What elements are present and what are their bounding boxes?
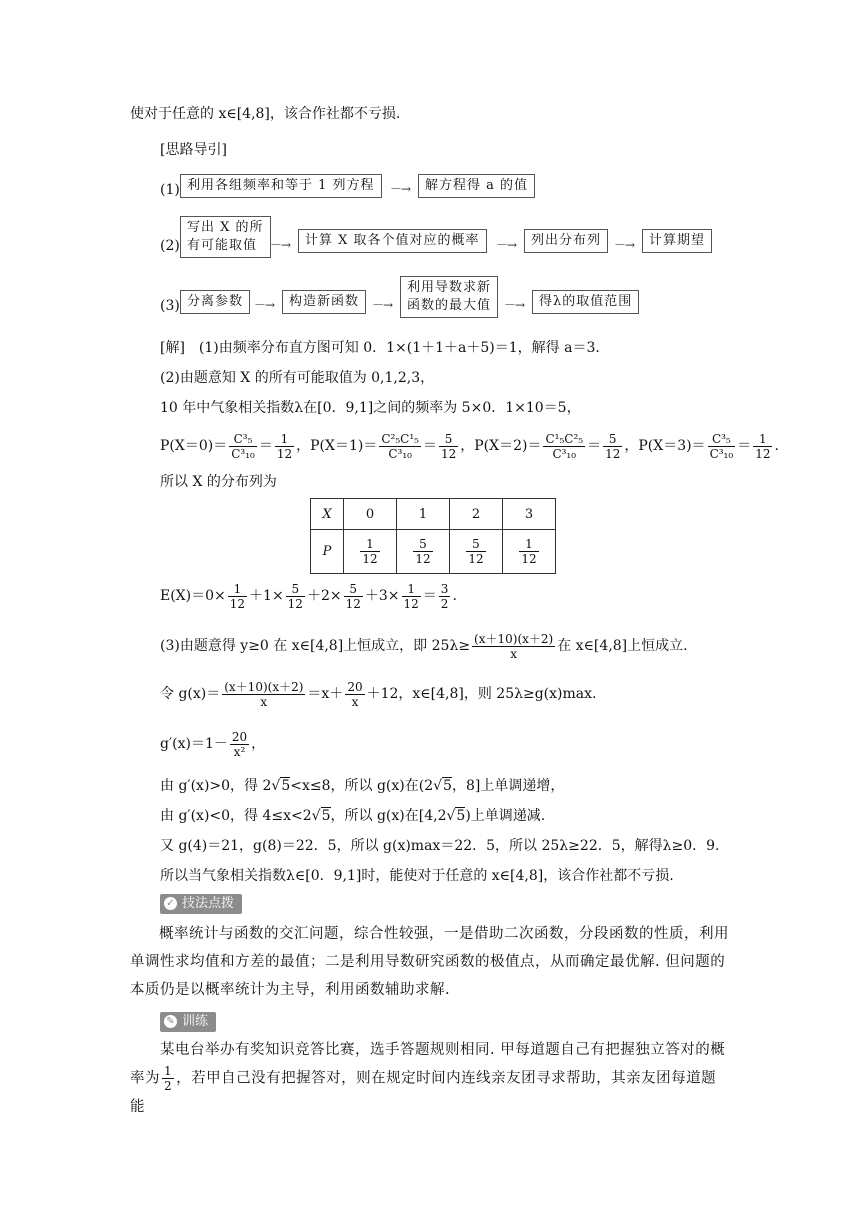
guide-num-2: (2) (160, 238, 180, 254)
p3-fraction: $\frac{1}{12}$ (755, 431, 771, 461)
guide-box-2d: 计算期望 (642, 229, 712, 253)
guide-num-1: (1) (160, 182, 180, 198)
p2-label: ，P(X＝2)＝ (460, 438, 542, 454)
expectation-line: E(X)＝0× $\frac{1}{12}$ ＋1× $\frac{5}{12}$ ＋2× $\frac{5}{12}$ ＋3× $\frac{1}{12}$ ＝ $\frac{3}{2}$ . (160, 581, 457, 611)
solution-line-2: (2)由题意知 X 的所有可能取值为 0,1,2,3， (160, 370, 435, 386)
guide-box-2a (180, 216, 271, 258)
solution-line-3: 10 年中气象相关指数λ在[0．9,1]之间的频率为 5×0．1×10＝5， (160, 400, 581, 416)
solution-line-10: 由 g′(x)>0，得 2√ 5<x≤8，所以 g(x)在(2√ 5，8]上单调递增， (160, 776, 564, 796)
table-cell: $\frac{5}{12}$ (397, 530, 450, 574)
p3-label: ，P(X＝3)＝ (624, 438, 706, 454)
guide-box-2a-line2: 有可能取值 (187, 238, 258, 253)
solution-line-9: g′(x)＝1－ $\frac{20}{\text{x²}}$ ， (160, 729, 266, 759)
distribution-caption: 所以 X 的分布列为 (160, 474, 277, 490)
guide-title: [思路导引] (160, 142, 227, 158)
solution-line-7: (3)由题意得 y≥0 在 x∈[4,8]上恒成立，即 25λ≥ $\frac{(x+10)(x+2)}{x}$ 在 x∈[4,8]上恒成立. (160, 631, 688, 661)
arrow: －→ (504, 298, 525, 312)
table-cell: 0 (344, 499, 397, 530)
table-cell: 3 (503, 499, 556, 530)
guide-box-3c (400, 276, 498, 318)
p3-comb-fraction: $\frac{\text{C³₅}}{\text{C³₁₀}}$ (709, 431, 734, 461)
pencil-icon: ✎ (164, 1015, 177, 1028)
probability-line: P(X＝0)＝ $\frac{\text{C³₅}}{\text{C³₁₀}}$ ＝ $\frac{1}{12}$ ，P(X＝1)＝ $\frac{\text{C²₅C¹₅}}{\text{C³₁₀}}$ ＝ $\frac{5}{12}$ ，P(X＝2)＝ $\frac{\text{C¹₅C²₅}}{\text{C³₁₀}}$ ＝ $\frac{5}{12}$ ，P(X＝3)＝ $\frac{\text{C³₅}}{\text{C³₁₀}}$ ＝ $\frac{1}{12}$ . (160, 431, 779, 461)
guide-box-3c-line1: 利用导数求新 (407, 280, 492, 295)
arrow: －→ (496, 238, 517, 252)
p0-fraction: $\frac{1}{12}$ (276, 431, 293, 461)
arrow: －→ (372, 298, 393, 312)
line-intro: 使对于任意的 x∈[4,8]，该合作社都不亏损. (130, 106, 401, 122)
guide-box-1a: 利用各组频率和等于 1 列方程 (180, 174, 382, 198)
guide-box-1b: 解方程得 a 的值 (418, 174, 535, 198)
p1-comb-fraction: $\frac{\text{C²₅C¹₅}}{\text{C³₁₀}}$ (381, 431, 419, 461)
p2-comb-fraction: $\frac{\text{C¹₅C²₅}}{\text{C³₁₀}}$ (545, 431, 584, 461)
guide-box-3d: 得λ的取值范围 (532, 290, 639, 314)
p2-fraction: $\frac{5}{12}$ (605, 431, 621, 461)
p0-label: P(X＝0)＝ (160, 438, 228, 454)
arrow: －→ (614, 238, 635, 252)
guide-num-3: (3) (160, 298, 180, 314)
table-cell: $\frac{1}{12}$ (503, 530, 556, 574)
guide-box-2c: 列出分布列 (524, 229, 608, 253)
table-header-p: P (311, 530, 344, 574)
p1-label: ，P(X＝1)＝ (296, 438, 378, 454)
check-icon: ✓ (164, 897, 177, 910)
arrow: －→ (390, 182, 411, 196)
practice-paragraph: 某电台举办有奖知识竞答比赛，选手答题规则相同. 甲每道题自己有把握独立答对的概率为 $\frac{1}{2}$ ，若甲自己没有把握答对，则在规定时间内连线亲友团寻求帮助，其亲友团每道题能 (130, 1042, 726, 1115)
distribution-table (310, 498, 556, 574)
table-cell: $\frac{1}{12}$ (344, 530, 397, 574)
practice-tag: ✎ 训练 (160, 1012, 216, 1032)
solution-line-8: 令 g(x)＝ $\frac{(x+10)(x+2)}{x}$ ＝x＋ $\frac{20}{x}$ ＋12，x∈[4,8]，则 25λ≥g(x)max. (160, 679, 597, 709)
p1-fraction: $\frac{5}{12}$ (440, 431, 457, 461)
table-row (311, 499, 556, 530)
arrow: －→ (254, 298, 275, 312)
tips-paragraph: 概率统计与函数的交汇问题，综合性较强，一是借助二次函数，分段函数的性质，利用单调性求均值和方差的最值；二是利用导数研究函数的极值点，从而确定最优解. 但问题的本质仍是以概率统计为主导，利用函数辅助求解. (130, 926, 729, 998)
guide-box-3a: 分离参数 (180, 290, 250, 314)
table-cell: 1 (397, 499, 450, 530)
tips-tag: ✓ 技法点拨 (160, 894, 242, 914)
solution-line-13: 所以当气象相关指数λ∈[0．9,1]时，能使对于任意的 x∈[4,8]，该合作社都不亏损. (160, 868, 674, 884)
table-cell: 2 (450, 499, 503, 530)
guide-box-3c-line2: 函数的最大值 (407, 298, 492, 313)
solution-line-1: [解] (1)由频率分布直方图可知 0．1×(1＋1＋a＋5)＝1，解得 a＝3. (160, 340, 600, 356)
solution-line-12: 又 g(4)＝21，g(8)＝22．5，所以 g(x)max＝22．5，所以 25λ≥22．5，解得λ≥0．9. (160, 838, 720, 854)
guide-box-3b: 构造新函数 (282, 290, 366, 314)
table-header-x: X (311, 499, 344, 530)
p0-comb-fraction: $\frac{\text{C³₅}}{\text{C³₁₀}}$ (231, 431, 255, 461)
table-row (311, 530, 556, 574)
table-cell: $\frac{5}{12}$ (450, 530, 503, 574)
guide-box-2b: 计算 X 取各个值对应的概率 (298, 229, 487, 253)
solution-line-11: 由 g′(x)<0，得 4≤x<2√ 5，所以 g(x)在[4,2√ 5)上单调递减. (160, 806, 545, 826)
arrow: －→ (270, 238, 291, 252)
guide-box-2a-line1: 写出 X 的所 (187, 220, 264, 235)
